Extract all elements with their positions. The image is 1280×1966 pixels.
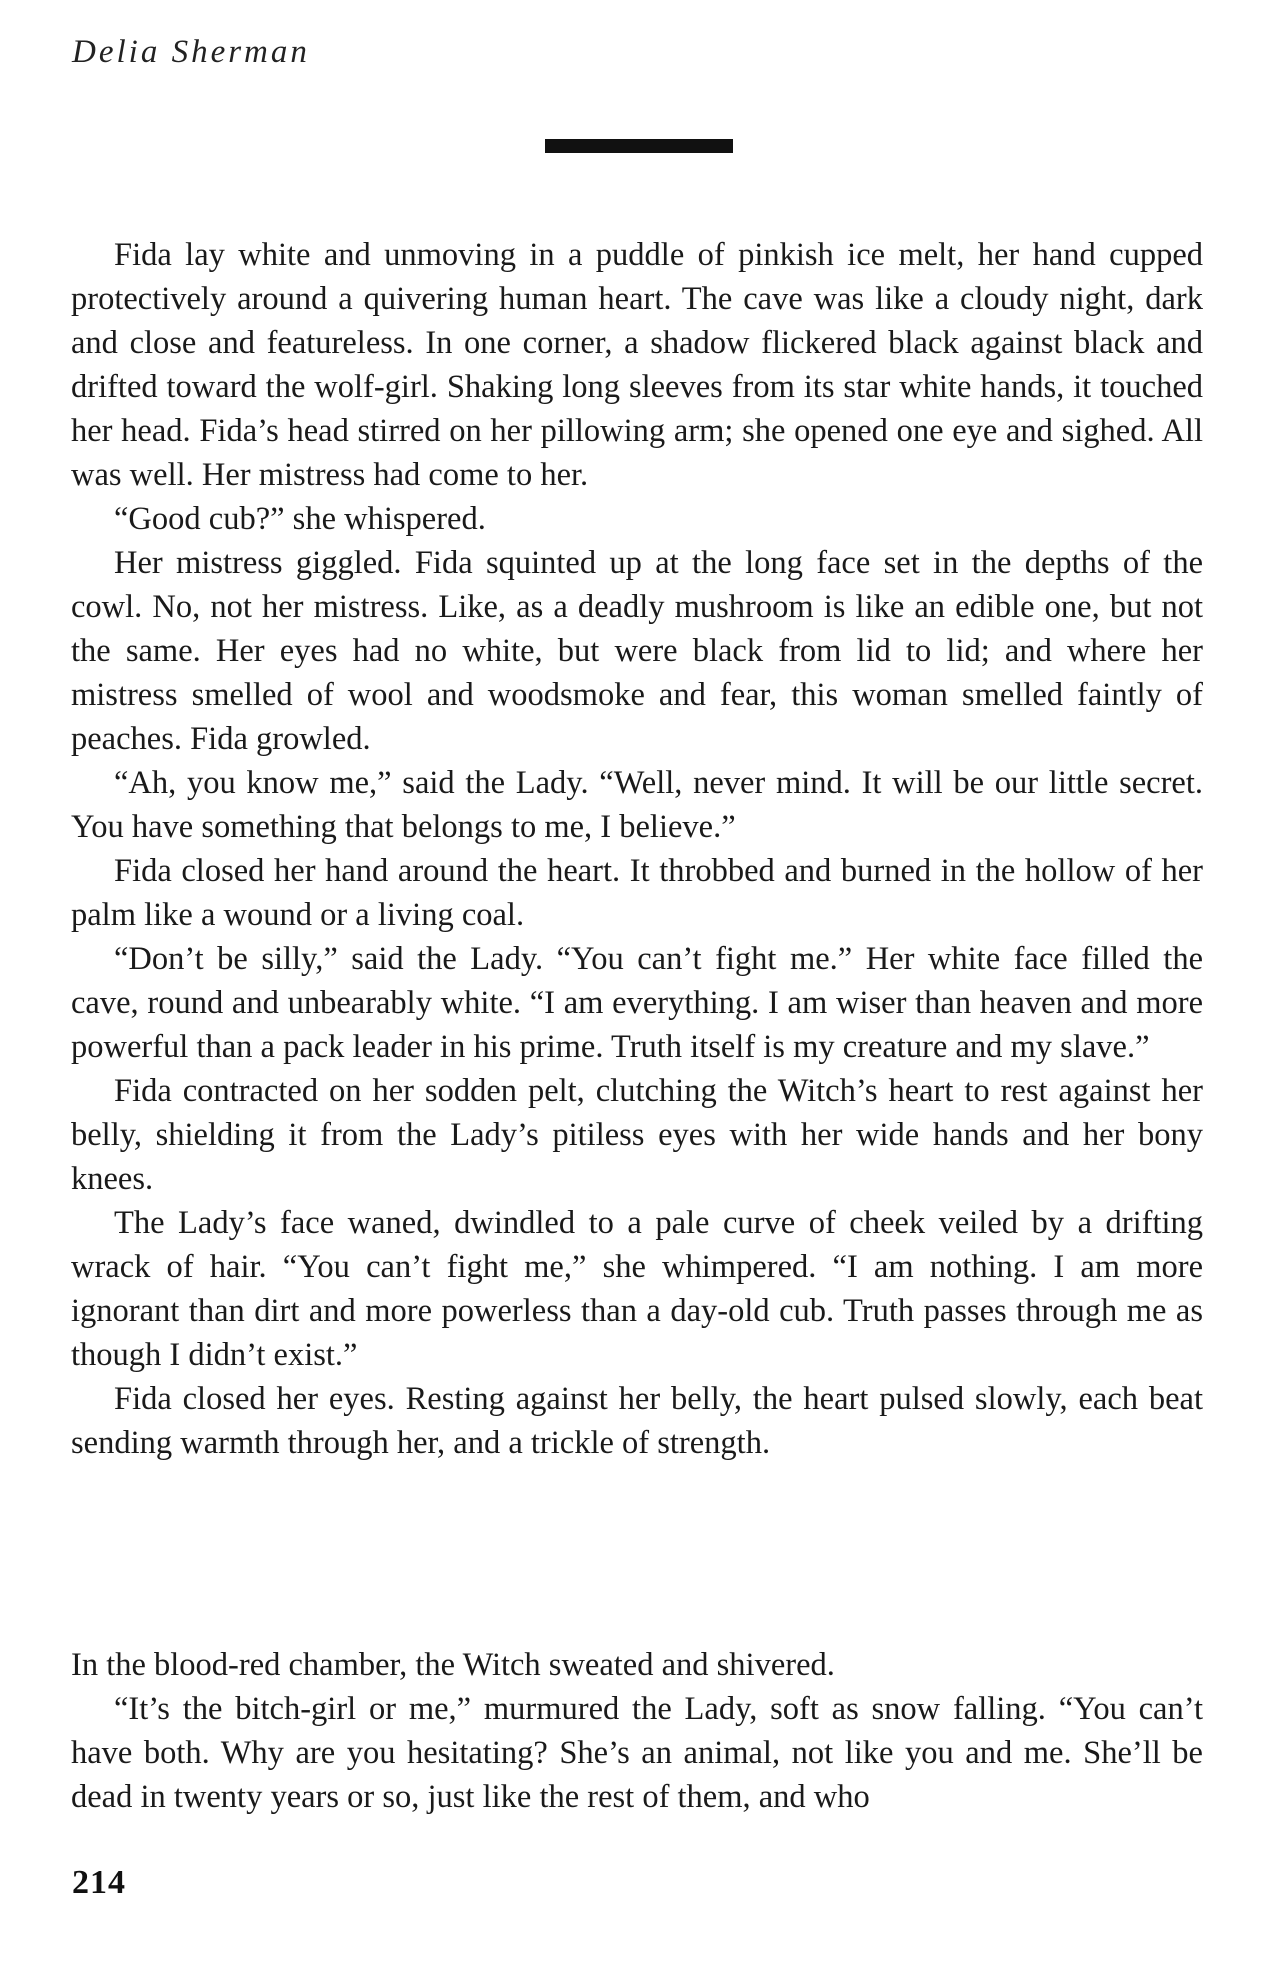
running-head-author: Delia Sherman xyxy=(72,34,310,70)
paragraph: Fida lay white and unmoving in a puddle of pinkish ice melt, her hand cupped protectively around a quivering human heart. The cave was like a cloudy night, dark and close and featureless. In one corner, a shadow flickered black against black and drifted toward the wolf-girl. Shaking long sleeves from its star white hands, it touched her head. Fida’s head stirred on her pillowing arm; she opened one eye and sighed. All was well. Her mistress had come to her. xyxy=(71,237,1203,493)
paragraph: “Don’t be silly,” said the Lady. “You can’t fight me.” Her white face filled the cave, round and unbearably white. “I am everything. I am wiser than heaven and more powerful than a pack leader in his prime. Truth itself is my creature and my slave.” xyxy=(71,941,1203,1065)
paragraph: “Good cub?” she whispered. xyxy=(114,501,486,537)
paragraph: Fida closed her eyes. Resting against her belly, the heart pulsed slowly, each beat sending warmth through her, and a trickle of strength. xyxy=(71,1381,1203,1461)
paragraph: “Ah, you know me,” said the Lady. “Well, never mind. It will be our little secret. You have something that belongs to me, I believe.” xyxy=(71,765,1203,845)
page-number: 214 xyxy=(72,1864,126,1901)
paragraph: “It’s the bitch-girl or me,” murmured the Lady, soft as snow falling. “You can’t have both. Why are you hesitating? She’s an animal, not like you and me. She’ll be dead in twenty years or so, just like the rest of them, and who xyxy=(71,1691,1203,1815)
section-two-text xyxy=(71,1643,1203,1819)
paragraph: The Lady’s face waned, dwindled to a pale curve of cheek veiled by a drifting wrack of hair. “You can’t fight me,” she whimpered. “I am nothing. I am more ignorant than dirt and more powerless than a day-old cub. Truth passes through me as though I didn’t exist.” xyxy=(71,1205,1203,1373)
paragraph: In the blood-red chamber, the Witch sweated and shivered. xyxy=(71,1647,835,1683)
paragraph: Fida contracted on her sodden pelt, clutching the Witch’s heart to rest against her belly, shielding it from the Lady’s pitiless eyes with her wide hands and her bony knees. xyxy=(71,1073,1203,1197)
section-one-text xyxy=(71,233,1203,1465)
paragraph: Her mistress giggled. Fida squinted up at the long face set in the depths of the cowl. No, not her mistress. Like, as a deadly mushroom is like an edible one, but not the same. Her eyes had no white, but were black from lid to lid; and where her mistress smelled of wool and woodsmoke and fear, this woman smelled faintly of peaches. Fida growled. xyxy=(71,545,1203,757)
paragraph: Fida closed her hand around the heart. It throbbed and burned in the hollow of her palm like a wound or a living coal. xyxy=(71,853,1203,933)
section-break-rule xyxy=(545,139,733,153)
